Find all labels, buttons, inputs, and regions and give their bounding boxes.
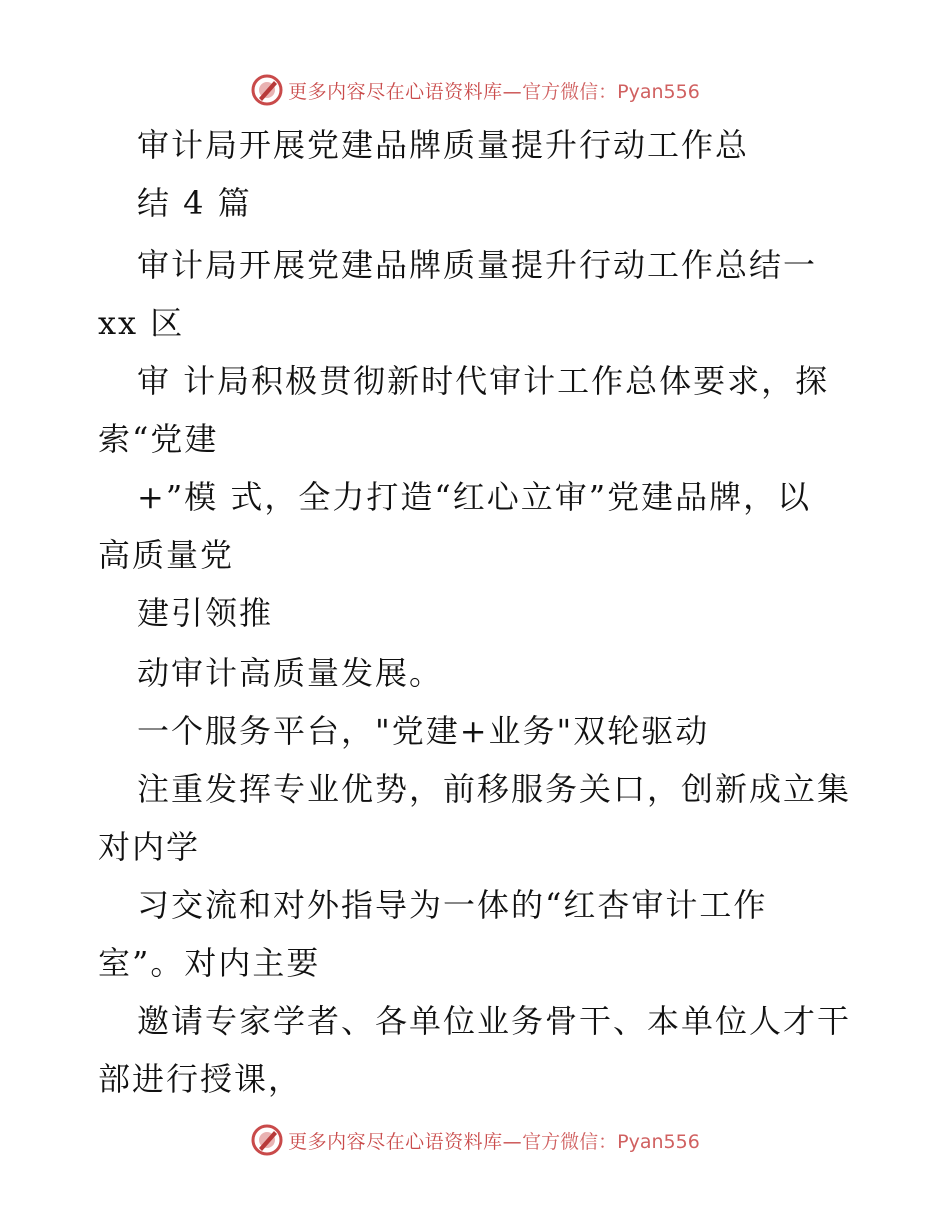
- text-line: 审计局开展党建品牌质量提升行动工作总结一: [137, 246, 818, 284]
- text-line: 室”。对内主要: [98, 944, 321, 982]
- footer-watermark: [0, 1120, 950, 1160]
- text-line: 一个服务平台，"党建+业务"双轮驱动: [137, 712, 710, 750]
- text-line: 习交流和对外指导为一体的“红杏审计工作: [137, 886, 768, 924]
- text-line: 建引领推: [137, 594, 274, 632]
- text-line: 索“党建: [98, 420, 219, 458]
- text-line: 对内学: [98, 828, 201, 866]
- pen-circle-logo-icon: [250, 73, 284, 107]
- text-line: 动审计高质量发展。: [137, 654, 444, 692]
- text-line: 邀请专家学者、各单位业务骨干、本单位人才干: [137, 1002, 852, 1040]
- header-watermark: [0, 70, 950, 110]
- text-line: 注重发挥专业优势，前移服务关口，创新成立集: [137, 770, 852, 808]
- watermark-suffix: 官方微信：Pyan556: [522, 80, 700, 103]
- text-line: +”模 式，全力打造“红心立审”党建品牌，以: [137, 478, 812, 516]
- pen-circle-logo-icon: [250, 1123, 284, 1157]
- text-line: 高质量党: [98, 536, 235, 574]
- text-line: 审 计局积极贯彻新时代审计工作总体要求，探: [137, 362, 830, 400]
- watermark-suffix: 官方微信：Pyan556: [522, 1130, 700, 1153]
- watermark-text: 更多内容尽在心语资料库—: [288, 80, 523, 103]
- text-line: 部进行授课，: [98, 1060, 303, 1098]
- text-line: 审计局开展党建品牌质量提升行动工作总: [137, 126, 750, 164]
- text-line: 结 4 篇: [137, 184, 252, 222]
- watermark-text: 更多内容尽在心语资料库—: [288, 1130, 523, 1153]
- text-line: xx 区: [98, 304, 185, 342]
